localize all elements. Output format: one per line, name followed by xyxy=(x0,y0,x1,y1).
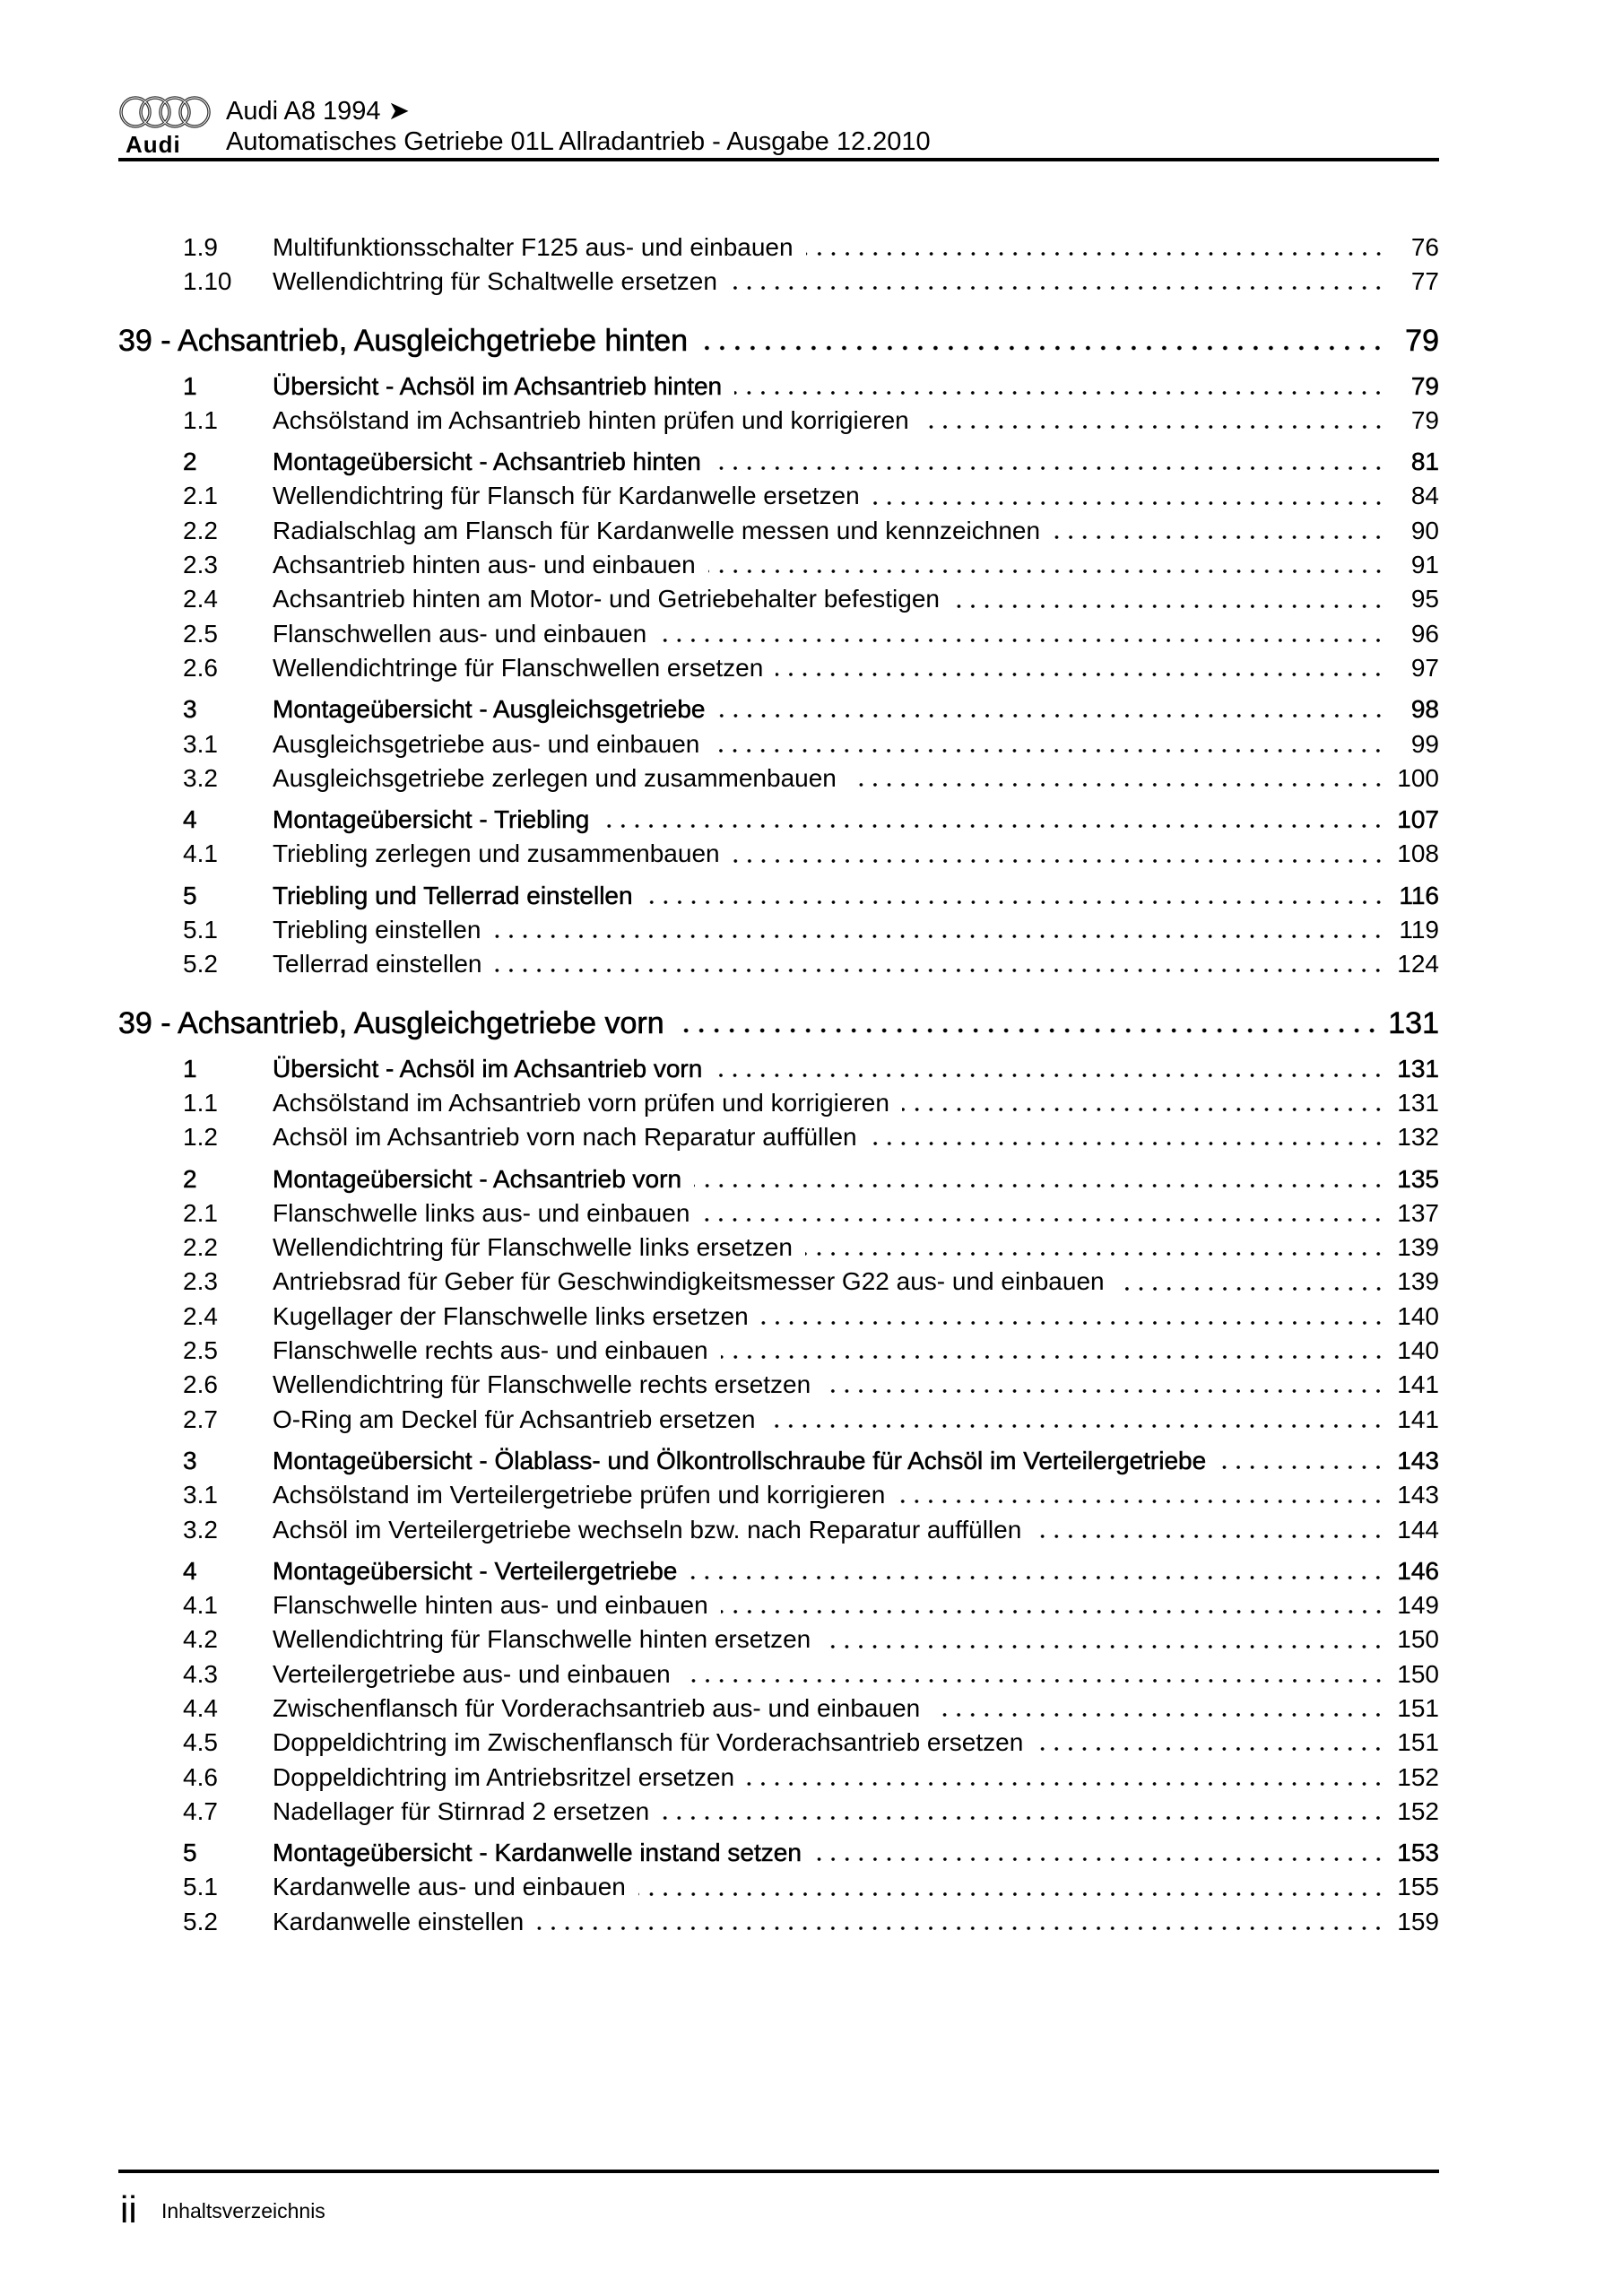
dot-leader xyxy=(849,782,1385,787)
dot-leader xyxy=(870,1141,1385,1146)
toc-entry-page: 119 xyxy=(1399,916,1439,944)
toc-entry-page: 155 xyxy=(1397,1873,1439,1901)
toc-entry-number: 2.5 xyxy=(183,1336,218,1365)
toc-entry-title: Montageübersicht - Achsantrieb hinten xyxy=(273,448,701,476)
toc-entry[interactable] xyxy=(118,265,1439,299)
toc-entry-number: 4 xyxy=(183,805,197,834)
toc-entry-page: 108 xyxy=(1397,839,1439,868)
toc-entry-page: 141 xyxy=(1397,1405,1439,1433)
toc-chapter[interactable] xyxy=(118,319,1439,362)
toc-entry[interactable] xyxy=(118,761,1439,796)
toc-entry-title: Montageübersicht - Triebling xyxy=(273,805,590,834)
dot-leader xyxy=(683,1678,1385,1683)
dot-leader xyxy=(702,1217,1385,1222)
toc-entry-number: 2.1 xyxy=(183,482,218,510)
vehicle-model: Audi A8 1994 ➤ xyxy=(226,97,410,126)
toc-entry[interactable] xyxy=(118,1905,1439,1939)
dot-leader xyxy=(747,1781,1385,1787)
footer-divider xyxy=(118,2170,1439,2173)
toc-entry-title: Radialschlag am Flansch für Kardanwelle messen und kennzeichnen xyxy=(273,516,1041,544)
toc-entry-page: 91 xyxy=(1410,551,1439,579)
toc-entry[interactable] xyxy=(118,1478,1439,1512)
toc-entry-number: 2 xyxy=(183,1164,197,1193)
toc-entry-page: 135 xyxy=(1397,1164,1439,1193)
toc-entry-page: 144 xyxy=(1397,1515,1439,1544)
toc-entry-page: 152 xyxy=(1397,1762,1439,1791)
dot-leader xyxy=(823,1388,1385,1394)
toc-entry-page: 99 xyxy=(1410,729,1439,758)
toc-entry[interactable] xyxy=(118,548,1439,582)
toc-entry-title: Kardanwelle einstellen xyxy=(273,1907,525,1935)
toc-section[interactable] xyxy=(118,692,1439,726)
toc-entry-page: 79 xyxy=(1410,405,1439,434)
dot-leader xyxy=(805,1251,1385,1257)
toc-entry[interactable] xyxy=(118,1368,1439,1402)
toc-entry-number: 2 xyxy=(183,448,197,476)
toc-entry-page: 124 xyxy=(1397,950,1439,978)
toc-entry-number: 3 xyxy=(183,695,197,724)
toc-entry-number: 1 xyxy=(183,1054,197,1083)
toc-entry-title: Ausgleichsgetriebe aus- und einbauen xyxy=(273,729,700,758)
toc-entry-number: 2.5 xyxy=(183,619,218,648)
toc-entry-title: Antriebsrad für Geber für Geschwindigkeitsmesser G22 aus- und einbauen xyxy=(273,1267,1105,1296)
toc-entry[interactable] xyxy=(118,1086,1439,1120)
toc-entry-page: 90 xyxy=(1410,516,1439,544)
toc-entry-page: 97 xyxy=(1410,653,1439,682)
toc-entry[interactable] xyxy=(118,837,1439,871)
toc-entry[interactable] xyxy=(118,1588,1439,1622)
toc-entry-number: 2.7 xyxy=(183,1405,218,1433)
dot-leader xyxy=(823,1644,1385,1649)
toc-entry-title: Wellendichtringe für Flanschwellen ersetzen xyxy=(273,653,764,682)
toc-entry-title: 39 - Achsantrieb, Ausgleichgetriebe vorn xyxy=(118,1005,664,1040)
toc-entry[interactable] xyxy=(118,913,1439,947)
toc-entry-title: Übersicht - Achsöl im Achsantrieb vorn xyxy=(273,1054,703,1083)
dot-leader xyxy=(1034,1534,1385,1539)
toc-entry-number: 1.10 xyxy=(183,267,232,296)
audi-logo-text: Audi xyxy=(126,131,181,158)
toc-entry-number: 5.2 xyxy=(183,950,218,978)
toc-chapter[interactable] xyxy=(118,1002,1439,1045)
dot-leader xyxy=(694,1183,1385,1188)
toc-entry-title: Wellendichtring für Flanschwelle links ersetzen xyxy=(273,1233,793,1262)
toc-entry-page: 143 xyxy=(1397,1446,1439,1474)
toc-entry[interactable] xyxy=(118,1300,1439,1334)
toc-entry[interactable] xyxy=(118,479,1439,513)
toc-entry[interactable] xyxy=(118,1692,1439,1726)
dot-leader xyxy=(1117,1286,1385,1292)
toc-entry-page: 159 xyxy=(1397,1907,1439,1935)
toc-section[interactable] xyxy=(118,1554,1439,1588)
dot-leader xyxy=(602,823,1385,829)
toc-entry-number: 1.1 xyxy=(183,1088,218,1117)
toc-entry-title: Triebling und Tellerrad einstellen xyxy=(273,881,633,909)
dot-leader xyxy=(493,934,1385,939)
dot-leader xyxy=(646,900,1385,905)
dot-leader xyxy=(494,968,1385,973)
toc-section[interactable] xyxy=(118,370,1439,404)
toc-entry-page: 77 xyxy=(1410,267,1439,296)
toc-entry-page: 139 xyxy=(1397,1233,1439,1262)
toc-entry-page: 143 xyxy=(1397,1481,1439,1509)
toc-entry-page: 140 xyxy=(1397,1336,1439,1365)
toc-entry-page: 79 xyxy=(1405,323,1439,358)
dot-leader xyxy=(806,251,1385,257)
toc-entry-title: Multifunktionsschalter F125 aus- und einbauen xyxy=(273,233,794,261)
toc-entry-page: 100 xyxy=(1397,763,1439,792)
dot-leader xyxy=(1036,1746,1385,1752)
dot-leader xyxy=(734,390,1385,396)
toc-entry[interactable] xyxy=(118,1231,1439,1265)
toc-section[interactable] xyxy=(118,1162,1439,1196)
dot-leader xyxy=(776,672,1385,677)
toc-entry-page: 131 xyxy=(1397,1054,1439,1083)
manual-subtitle: Automatisches Getriebe 01L Allradantrieb - Ausgabe 12.2010 xyxy=(226,127,931,156)
toc-entry[interactable] xyxy=(118,514,1439,548)
dot-leader xyxy=(714,465,1385,471)
toc-entry-page: 139 xyxy=(1397,1267,1439,1296)
toc-entry-page: 146 xyxy=(1397,1556,1439,1585)
toc-entry-title: Nadellager für Stirnrad 2 ersetzen xyxy=(273,1796,650,1825)
toc-section[interactable] xyxy=(118,1836,1439,1870)
toc-entry-page: 131 xyxy=(1397,1088,1439,1117)
toc-entry-number: 4.2 xyxy=(183,1625,218,1654)
toc-entry-title: Flanschwelle hinten aus- und einbauen xyxy=(273,1591,708,1620)
toc-entry-title: Zwischenflansch für Vorderachsantrieb aus- und einbauen xyxy=(273,1693,921,1722)
toc-entry[interactable] xyxy=(118,1196,1439,1231)
toc-entry[interactable] xyxy=(118,1657,1439,1692)
toc-entry-title: Montageübersicht - Ölablass- und Ölkontrollschraube für Achsöl im Verteilergetriebe xyxy=(273,1446,1207,1474)
dot-leader xyxy=(708,569,1385,574)
toc-entry-page: 76 xyxy=(1410,233,1439,261)
dot-leader xyxy=(715,1073,1385,1078)
toc-entry-page: 98 xyxy=(1410,695,1439,724)
toc-entry-title: Flanschwelle rechts aus- und einbauen xyxy=(273,1336,708,1365)
toc-entry[interactable] xyxy=(118,727,1439,761)
toc-entry-title: Doppeldichtring im Zwischenflansch für Vorderachsantrieb ersetzen xyxy=(273,1728,1024,1757)
toc-entry[interactable] xyxy=(118,1265,1439,1299)
dot-leader xyxy=(932,1712,1385,1718)
toc-entry-title: Montageübersicht - Kardanwelle instand setzen xyxy=(273,1839,802,1867)
toc-entry-number: 4.7 xyxy=(183,1796,218,1825)
toc-entry-number: 2.6 xyxy=(183,653,218,682)
toc-entry-number: 4.6 xyxy=(183,1762,218,1791)
toc-entry-page: 95 xyxy=(1410,585,1439,613)
table-of-contents xyxy=(118,230,1439,1939)
toc-entry-page: 131 xyxy=(1388,1005,1439,1040)
toc-entry[interactable] xyxy=(118,582,1439,616)
dot-leader xyxy=(659,638,1385,643)
toc-section[interactable] xyxy=(118,879,1439,913)
dot-leader xyxy=(952,604,1385,609)
toc-entry-number: 1.2 xyxy=(183,1123,218,1152)
toc-entry-page: 141 xyxy=(1397,1370,1439,1399)
dot-leader xyxy=(902,1107,1385,1112)
toc-entry-title: Achsölstand im Achsantrieb hinten prüfen und korrigieren xyxy=(273,405,909,434)
toc-entry[interactable] xyxy=(118,1403,1439,1437)
toc-entry-number: 3.2 xyxy=(183,763,218,792)
toc-entry-title: Doppeldichtring im Antriebsritzel ersetzen xyxy=(273,1762,735,1791)
dot-leader xyxy=(730,285,1385,291)
toc-section[interactable] xyxy=(118,1052,1439,1086)
toc-entry-title: Übersicht - Achsöl im Achsantrieb hinten xyxy=(273,371,723,400)
toc-entry-number: 5.2 xyxy=(183,1907,218,1935)
toc-entry-title: Achsantrieb hinten am Motor- und Getriebehalter befestigen xyxy=(273,585,940,613)
toc-entry-number: 3.1 xyxy=(183,1481,218,1509)
toc-entry[interactable] xyxy=(118,1622,1439,1657)
toc-entry[interactable] xyxy=(118,404,1439,438)
toc-entry-number: 2.1 xyxy=(183,1198,218,1227)
toc-entry-page: 150 xyxy=(1397,1659,1439,1688)
toc-entry-page: 79 xyxy=(1410,371,1439,400)
toc-entry-title: Achsantrieb hinten aus- und einbauen xyxy=(273,551,696,579)
header-divider xyxy=(118,158,1439,161)
toc-entry-number: 4.1 xyxy=(183,839,218,868)
toc-entry[interactable] xyxy=(118,617,1439,651)
dot-leader xyxy=(700,345,1385,351)
toc-entry[interactable] xyxy=(118,947,1439,981)
toc-entry[interactable] xyxy=(118,1870,1439,1904)
toc-entry-page: 84 xyxy=(1410,482,1439,510)
toc-entry-number: 2.6 xyxy=(183,1370,218,1399)
dot-leader xyxy=(898,1499,1385,1504)
toc-entry[interactable] xyxy=(118,1795,1439,1829)
toc-entry-number: 2.4 xyxy=(183,585,218,613)
toc-entry-page: 137 xyxy=(1397,1198,1439,1227)
dot-leader xyxy=(872,500,1385,506)
toc-entry-number: 5.1 xyxy=(183,916,218,944)
toc-entry-number: 5.1 xyxy=(183,1873,218,1901)
toc-entry-title: Wellendichtring für Flanschwelle rechts ersetzen xyxy=(273,1370,811,1399)
toc-entry-page: 116 xyxy=(1399,881,1439,909)
toc-entry-number: 3.2 xyxy=(183,1515,218,1544)
toc-entry-title: Achsölstand im Achsantrieb vorn prüfen und korrigieren xyxy=(273,1088,889,1117)
toc-entry-title: Triebling einstellen xyxy=(273,916,481,944)
dot-leader xyxy=(690,1575,1385,1580)
dot-leader xyxy=(1053,535,1385,540)
toc-entry-page: 150 xyxy=(1397,1625,1439,1654)
toc-entry-number: 5 xyxy=(183,881,197,909)
toc-entry-title: 39 - Achsantrieb, Ausgleichgetriebe hinten xyxy=(118,323,689,358)
toc-section[interactable] xyxy=(118,1444,1439,1478)
toc-entry-page: 151 xyxy=(1397,1693,1439,1722)
dot-leader xyxy=(662,1815,1385,1821)
dot-leader xyxy=(638,1892,1385,1897)
dot-leader xyxy=(721,1354,1385,1360)
page-header xyxy=(118,91,1439,160)
toc-entry-title: Montageübersicht - Verteilergetriebe xyxy=(273,1556,678,1585)
footer-section-label: Inhaltsverzeichnis xyxy=(161,2199,325,2222)
toc-entry-title: Ausgleichsgetriebe zerlegen und zusammenbauen xyxy=(273,763,837,792)
toc-entry[interactable] xyxy=(118,1120,1439,1154)
toc-entry-number: 4 xyxy=(183,1556,197,1585)
toc-entry-page: 107 xyxy=(1397,805,1439,834)
toc-entry-title: Wellendichtring für Schaltwelle ersetzen xyxy=(273,267,717,296)
toc-entry-number: 4.4 xyxy=(183,1693,218,1722)
toc-entry-title: O-Ring am Deckel für Achsantrieb ersetzen xyxy=(273,1405,756,1433)
toc-entry-number: 1.1 xyxy=(183,405,218,434)
toc-entry-title: Kardanwelle aus- und einbauen xyxy=(273,1873,626,1901)
toc-entry-number: 4.3 xyxy=(183,1659,218,1688)
toc-entry[interactable] xyxy=(118,230,1439,265)
toc-entry-number: 4.1 xyxy=(183,1591,218,1620)
dot-leader xyxy=(718,713,1385,718)
toc-entry-page: 153 xyxy=(1397,1839,1439,1867)
toc-entry-number: 1.9 xyxy=(183,233,218,261)
toc-entry[interactable] xyxy=(118,1761,1439,1795)
dot-leader xyxy=(536,1926,1385,1931)
dot-leader xyxy=(721,1609,1385,1614)
toc-entry-title: Verteilergetriebe aus- und einbauen xyxy=(273,1659,671,1688)
footer-page-number: ii xyxy=(120,2188,137,2231)
toc-entry-title: Montageübersicht - Achsantrieb vorn xyxy=(273,1164,682,1193)
toc-entry-number: 2.4 xyxy=(183,1301,218,1330)
toc-entry-title: Achsöl im Achsantrieb vorn nach Reparatur auffüllen xyxy=(273,1123,857,1152)
dot-leader xyxy=(922,424,1385,430)
toc-entry-page: 149 xyxy=(1397,1591,1439,1620)
toc-entry[interactable] xyxy=(118,1513,1439,1547)
toc-entry-page: 151 xyxy=(1397,1728,1439,1757)
toc-entry-number: 3 xyxy=(183,1446,197,1474)
toc-entry-number: 4.5 xyxy=(183,1728,218,1757)
toc-entry-title: Wellendichtring für Flansch für Kardanwelle ersetzen xyxy=(273,482,860,510)
dot-leader xyxy=(761,1320,1385,1326)
toc-entry-title: Montageübersicht - Ausgleichsgetriebe xyxy=(273,695,706,724)
toc-entry-title: Triebling zerlegen und zusammenbauen xyxy=(273,839,720,868)
dot-leader xyxy=(814,1857,1385,1862)
toc-entry-page: 152 xyxy=(1397,1796,1439,1825)
toc-entry-number: 2.3 xyxy=(183,1267,218,1296)
toc-entry-number: 3.1 xyxy=(183,729,218,758)
toc-section[interactable] xyxy=(118,803,1439,837)
toc-entry-title: Achsölstand im Verteilergetriebe prüfen und korrigieren xyxy=(273,1481,886,1509)
toc-entry[interactable] xyxy=(118,651,1439,685)
toc-entry-number: 2.3 xyxy=(183,551,218,579)
toc-entry-title: Achsöl im Verteilergetriebe wechseln bzw. nach Reparatur auffüllen xyxy=(273,1515,1022,1544)
toc-entry-title: Wellendichtring für Flanschwelle hinten ersetzen xyxy=(273,1625,811,1654)
toc-entry-title: Kugellager der Flanschwelle links ersetzen xyxy=(273,1301,749,1330)
toc-entry-title: Flanschwelle links aus- und einbauen xyxy=(273,1198,690,1227)
dot-leader xyxy=(712,748,1385,753)
toc-entry[interactable] xyxy=(118,1726,1439,1760)
toc-entry-page: 140 xyxy=(1397,1301,1439,1330)
audi-rings-logo-icon xyxy=(118,95,212,129)
dot-leader xyxy=(733,858,1385,864)
toc-entry-title: Flanschwellen aus- und einbauen xyxy=(273,619,647,648)
toc-entry-title: Tellerrad einstellen xyxy=(273,950,482,978)
toc-entry-number: 5 xyxy=(183,1839,197,1867)
toc-entry[interactable] xyxy=(118,1334,1439,1368)
dot-leader xyxy=(1219,1465,1385,1470)
toc-entry-page: 96 xyxy=(1410,619,1439,648)
dot-leader xyxy=(768,1423,1385,1429)
toc-section[interactable] xyxy=(118,445,1439,479)
toc-entry-page: 81 xyxy=(1410,448,1439,476)
toc-entry-number: 1 xyxy=(183,371,197,400)
toc-entry-number: 2.2 xyxy=(183,516,218,544)
dot-leader xyxy=(677,1028,1380,1033)
toc-entry-page: 132 xyxy=(1397,1123,1439,1152)
toc-entry-number: 2.2 xyxy=(183,1233,218,1262)
